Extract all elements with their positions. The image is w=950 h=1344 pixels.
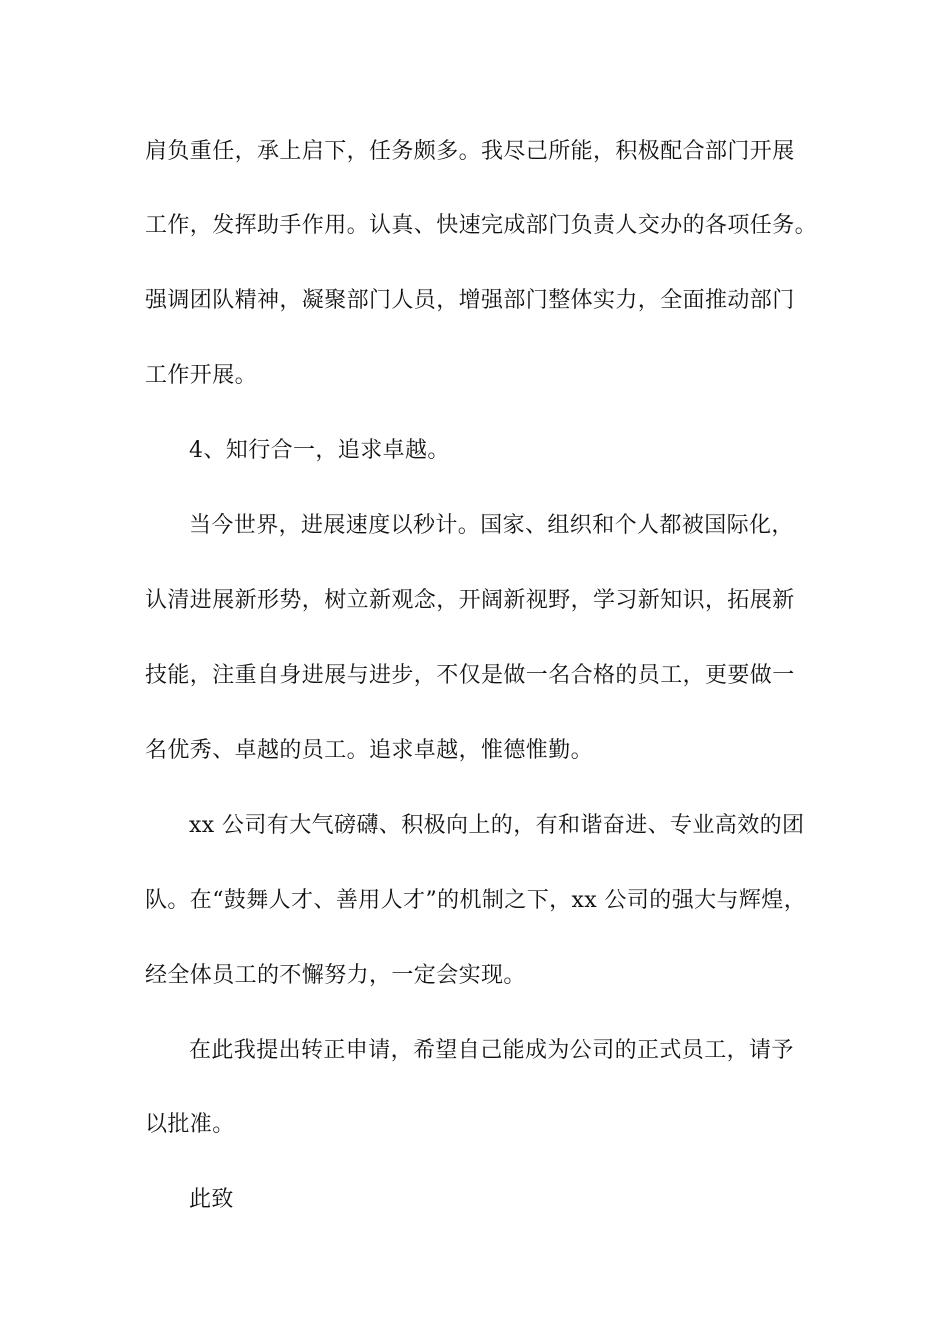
- paragraph-line: 名优秀、卓越的员工。追求卓越，惟德惟勤。: [145, 738, 594, 763]
- closing-salutation: 此致: [189, 1187, 234, 1212]
- paragraph-line: 以批准。: [145, 1112, 235, 1137]
- paragraph-line: 经全体员工的不懈努力，一定会实现。: [145, 963, 526, 988]
- paragraph-line: 认清进展新形势，树立新观念，开阔新视野，学习新知识，拓展新: [145, 588, 795, 613]
- paragraph-line: 肩负重任，承上启下，任务颇多。我尽己所能，积极配合部门开展: [145, 139, 795, 164]
- paragraph-line: 技能，注重自身进展与进步，不仅是做一名合格的员工，更要做一: [145, 663, 795, 688]
- paragraph-line: 强调团队精神，凝聚部门人员，增强部门整体实力，全面推动部门: [145, 288, 795, 313]
- paragraph-line: 队。在“鼓舞人才、善用人才”的机制之下，xx 公司的强大与辉煌，: [145, 888, 807, 913]
- paragraph-line: 工作，发挥助手作用。认真、快速完成部门负责人交办的各项任务。: [145, 213, 818, 238]
- paragraph-line: 在此我提出转正申请，希望自己能成为公司的正式员工，请予: [189, 1038, 794, 1063]
- paragraph-line: 工作开展。: [145, 363, 258, 388]
- paragraph-line: xx 公司有大气磅礴、积极向上的，有和谐奋进、专业高效的团: [189, 813, 805, 838]
- paragraph-line: 当今世界，进展速度以秒计。国家、组织和个人都被国际化，: [189, 513, 794, 538]
- section-heading: 4、知行合一，追求卓越。: [189, 438, 450, 463]
